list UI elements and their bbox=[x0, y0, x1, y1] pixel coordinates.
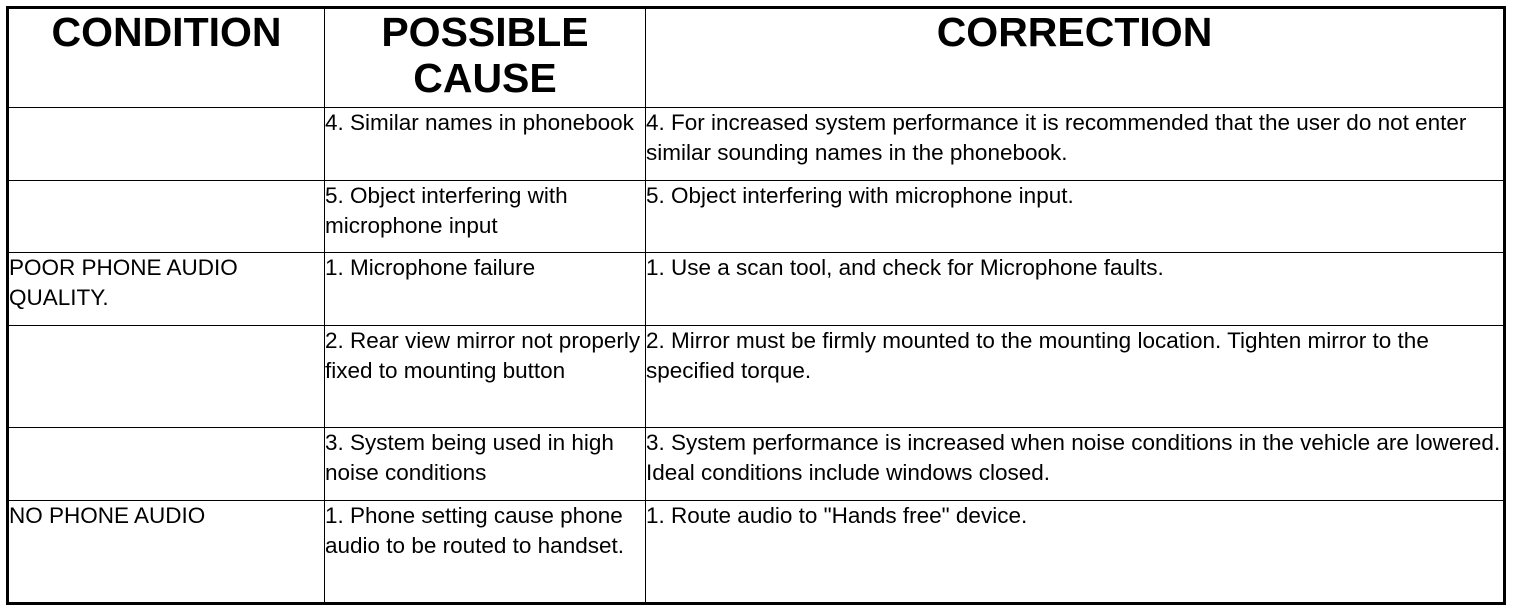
table-row bbox=[8, 181, 1505, 253]
header-possible-cause-line2: CAUSE bbox=[413, 55, 557, 101]
diagnosis-table bbox=[6, 6, 1506, 605]
correction-cell: 5. Object interfering with microphone input. bbox=[646, 181, 1505, 253]
condition-cell: NO PHONE AUDIO bbox=[8, 501, 325, 604]
condition-cell bbox=[8, 108, 325, 181]
correction-cell: 1. Use a scan tool, and check for Microphone faults. bbox=[646, 253, 1505, 326]
cause-cell: 5. Object interfering with microphone input bbox=[325, 181, 646, 253]
header-possible-cause-line1: POSSIBLE bbox=[381, 9, 589, 55]
condition-cell bbox=[8, 181, 325, 253]
correction-cell: 2. Mirror must be firmly mounted to the mounting location. Tighten mirror to the specified torque. bbox=[646, 326, 1505, 428]
cause-cell: 1. Phone setting cause phone audio to be routed to handset. bbox=[325, 501, 646, 604]
header-row bbox=[8, 8, 1505, 108]
table-row bbox=[8, 501, 1505, 604]
table-row bbox=[8, 108, 1505, 181]
table-row bbox=[8, 428, 1505, 501]
header-correction: CORRECTION bbox=[646, 8, 1505, 108]
table-header bbox=[8, 8, 1505, 108]
table-body bbox=[8, 108, 1505, 604]
table-row bbox=[8, 253, 1505, 326]
condition-cell bbox=[8, 428, 325, 501]
correction-cell: 4. For increased system performance it is recommended that the user do not enter similar sounding names in the phonebook. bbox=[646, 108, 1505, 181]
table-row bbox=[8, 326, 1505, 428]
header-condition: CONDITION bbox=[8, 8, 325, 108]
correction-cell: 3. System performance is increased when noise conditions in the vehicle are lowered. Ideal conditions include windows closed. bbox=[646, 428, 1505, 501]
condition-cell: POOR PHONE AUDIO QUALITY. bbox=[8, 253, 325, 326]
correction-cell: 1. Route audio to "Hands free" device. bbox=[646, 501, 1505, 604]
cause-cell: 1. Microphone failure bbox=[325, 253, 646, 326]
cause-cell: 3. System being used in high noise conditions bbox=[325, 428, 646, 501]
condition-cell bbox=[8, 326, 325, 428]
cause-cell: 4. Similar names in phonebook bbox=[325, 108, 646, 181]
header-possible-cause bbox=[325, 8, 646, 108]
cause-cell: 2. Rear view mirror not properly fixed to mounting button bbox=[325, 326, 646, 428]
